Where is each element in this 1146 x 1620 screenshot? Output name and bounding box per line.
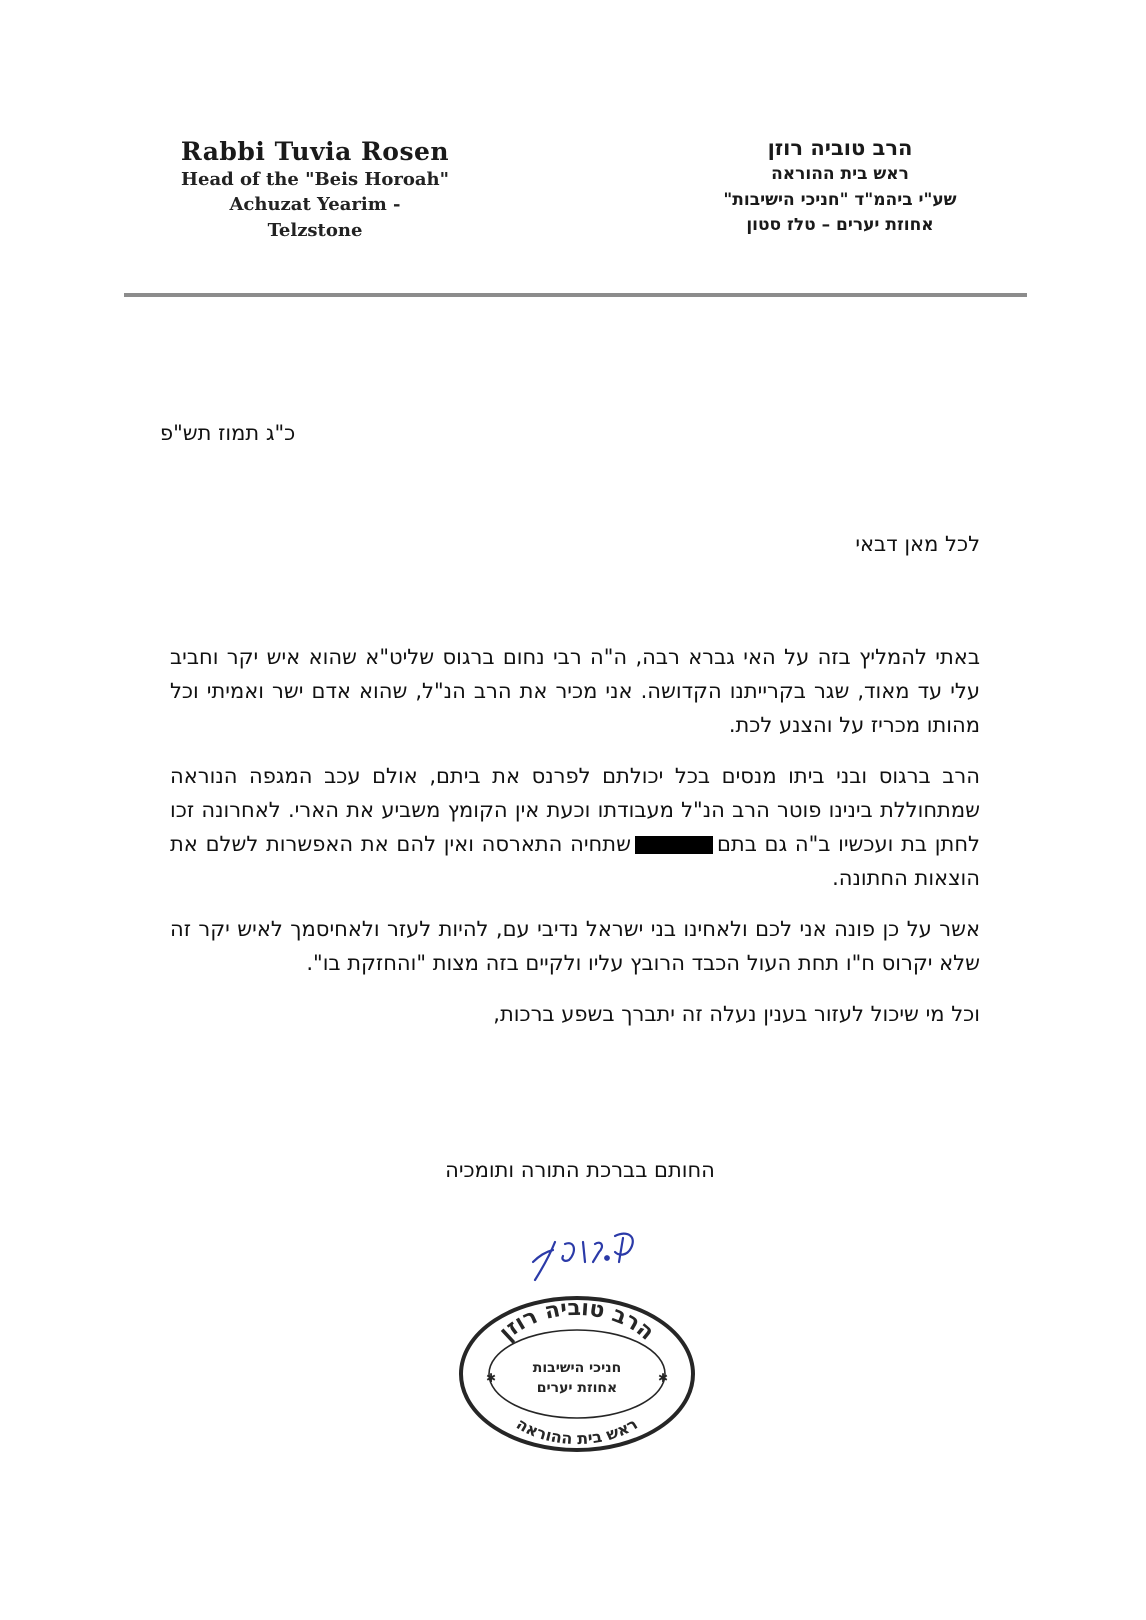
letterhead-hebrew-line: אחוזת יערים – טלז סטון [746,215,934,236]
rabbi-name-hebrew: הרב טוביה רוזן [767,136,913,160]
letter-body [170,640,980,1048]
letterhead-english-line: Telzstone [267,219,363,241]
stamp-star-icon: ✱ [486,1371,497,1385]
stamp-star-icon: ✱ [658,1371,669,1385]
body-paragraph-part: הרב ברגוס ובני ביתו מנסים בכל יכולתם לפרנס את ביתם, אולם עכב המגפה הנוראה שמתחוללת בינינו פוטר הרב הנ"ל מעבודתו וכעת אין הקומץ משביע את הארי. לאחרונה זכו לחתן בת ועכשיו ב"ה גם בתם [170,764,980,857]
salutation: לכל מאן דבאי [855,532,980,556]
letterhead-hebrew-line: ראש בית ההוראה [771,164,909,185]
letterhead-hebrew-line: שע"י ביהמ"ד "חניכי הישיבות" [723,189,957,210]
redaction-box [635,836,713,854]
body-paragraph [170,759,980,895]
rabbi-stamp [452,1292,702,1457]
letterhead-english-line: Head of the "Beis Horoah" [180,169,450,191]
stamp-bottom-text: ראש בית ההוראה [513,1414,641,1449]
stamp-middle-text: חניכי הישיבות [532,1360,622,1376]
handwritten-signature [515,1222,645,1292]
body-paragraph-part: שתחיה התארסה ואין להם את האפשרות לשלם את הוצאות החתונה. [170,832,980,891]
body-paragraph: באתי להמליץ בזה על האי גברא רבה, ה"ה רבי נחום ברגוס שליט"א שהוא איש יקר וחביב עלי עד מאוד, שגר בקרייתנו הקדושה. אני מכיר את הרב הנ"ל, שהוא אדם ישר ואמיתי וכל מהותו מכריז על והצנע לכת. [170,645,980,738]
svg-text:הרב טוביה רוזן [495,1296,659,1346]
letterhead-english [150,136,480,243]
body-paragraph: וכל מי שיכול לעזור בענין נעלה זה יתברך בשפע ברכות, [493,1002,980,1027]
stamp-middle-text: אחוזת יערים [536,1380,618,1396]
closing-line: החותם בברכת התורה ותומכיה [445,1158,715,1182]
stamp-top-text: הרב טוביה רוזן [494,1295,659,1346]
letter-date [160,421,460,445]
letterhead-hebrew [680,134,1000,239]
letter-date-text: כ"ג תמוז תש"פ [160,421,296,445]
body-paragraph: אשר על כן פונה אני לכם ולאחינו בני ישראל נדיבי עם, להיות לעזר ולאחיסמך לאיש יקר זה שלא יקרוס ח"ו תחת העול הכבד הרובץ עליו ולקיים בזה מצות "והחזקת בו". [170,917,980,976]
letterhead-english-line: Achuzat Yearim - [229,194,401,216]
rabbi-name-english: Rabbi Tuvia Rosen [180,137,450,166]
letterhead-divider [124,293,1027,297]
